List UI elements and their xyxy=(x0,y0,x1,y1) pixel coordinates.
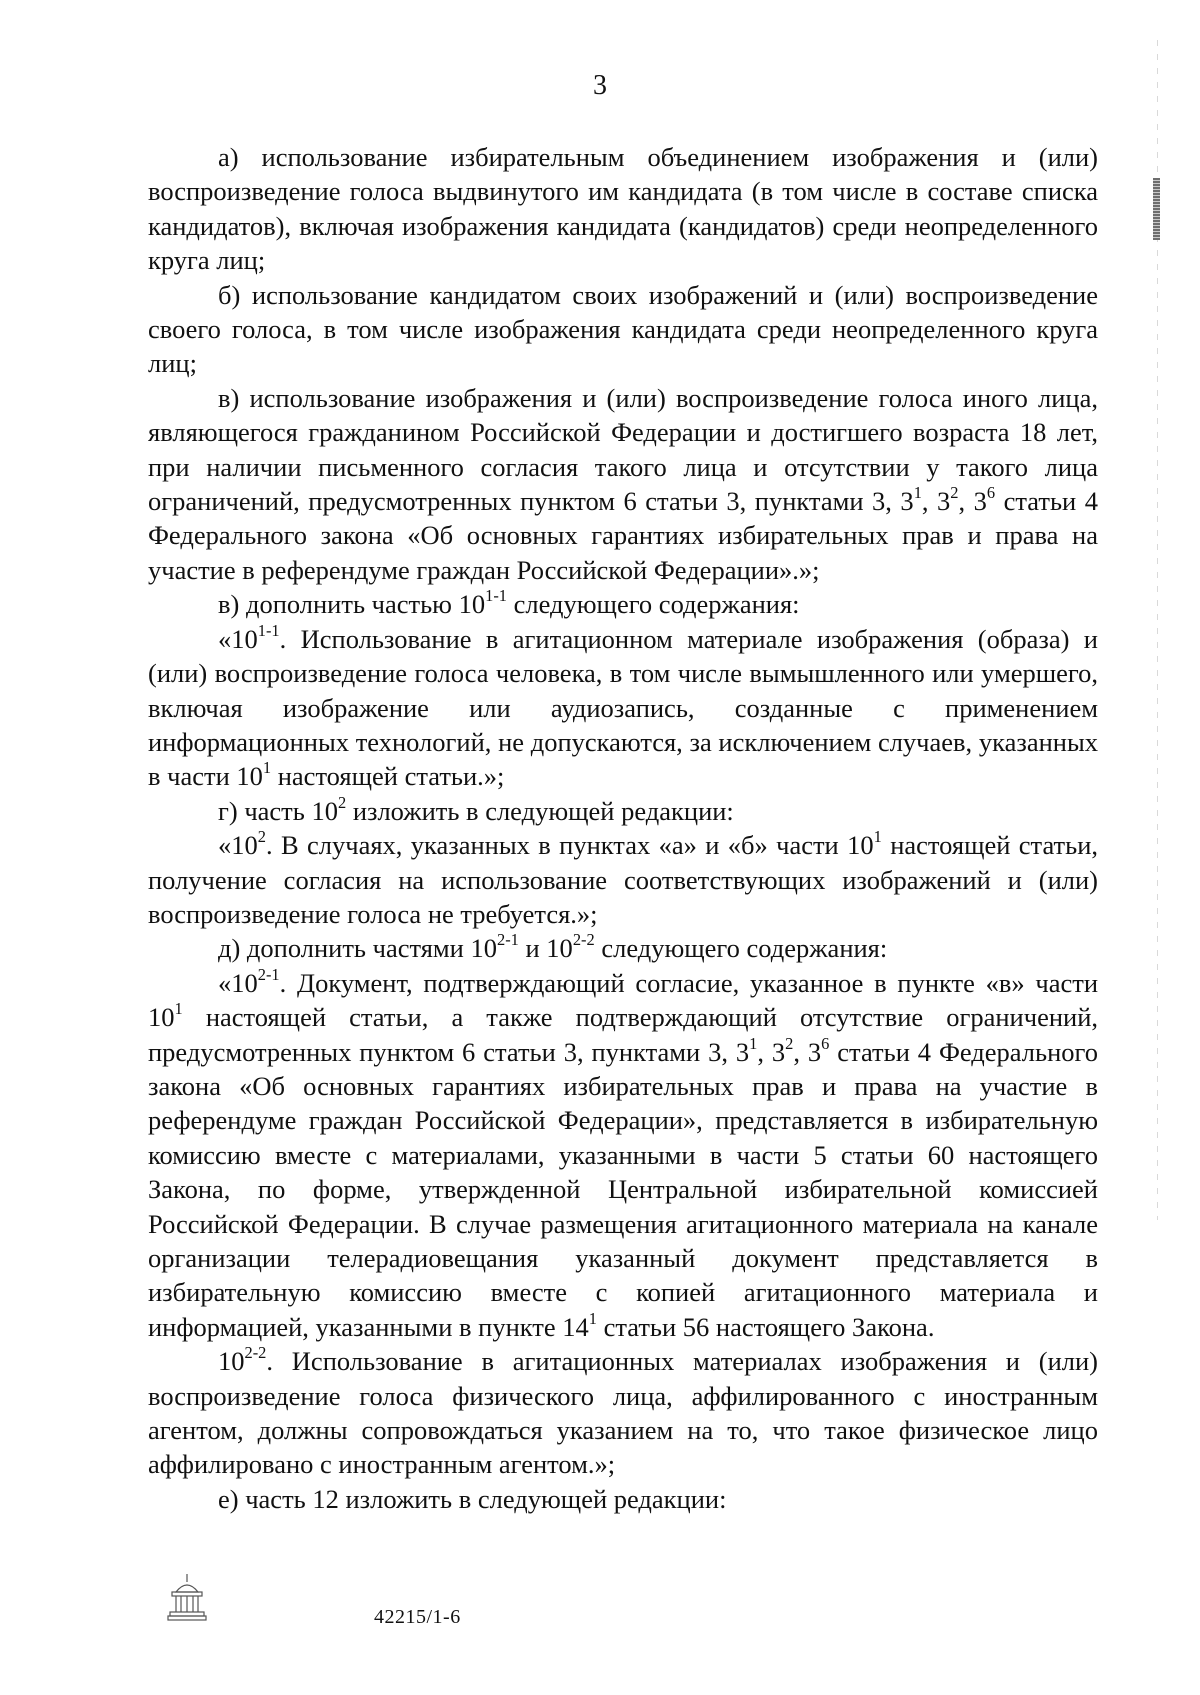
paragraph-e xyxy=(148,1482,1098,1516)
paragraph-b xyxy=(148,278,1098,381)
paragraph-text: настоящей статьи.»; xyxy=(271,761,505,792)
superscript: 2 xyxy=(785,1033,794,1053)
document-code: 42215/1-6 xyxy=(374,1606,461,1628)
paragraph-v-add-10-1-1 xyxy=(148,587,1098,621)
paragraph-10-2 xyxy=(148,828,1098,931)
superscript: 1 xyxy=(174,999,183,1019)
superscript: 1 xyxy=(262,758,272,778)
superscript: 1 xyxy=(588,1308,597,1328)
paragraph-text: статьи 56 настоящего Закона. xyxy=(596,1311,935,1342)
state-duma-emblem-icon xyxy=(166,1572,208,1624)
superscript: 6 xyxy=(986,483,996,503)
paragraph-10-2-1 xyxy=(148,966,1098,1344)
superscript: 1-1 xyxy=(485,586,507,606)
paragraph-text: . В случаях, указанных в пунктах «а» и «б» части 10 xyxy=(265,830,874,861)
paragraph-text: настоящей статьи, а также подтверждающий отсутствие ограничений, предусмотренных пунктом 6 статьи 3, пунктами 3, 3 xyxy=(148,1002,1098,1067)
paragraph-text: следующего содержания: xyxy=(594,933,888,964)
superscript: 1 xyxy=(749,1033,758,1053)
superscript: 1 xyxy=(913,483,922,503)
superscript: 1 xyxy=(873,827,882,847)
superscript: 1-1 xyxy=(257,620,280,640)
scan-barcode-artifact xyxy=(1153,178,1160,240)
paragraph-text: статьи 4 Федерального закона «Об основных гарантиях избирательных прав и права на участие в референдуме граждан Российской Федерации», представляется в избирательную комиссию вместе с материалами, указанными в части 5 статьи 60 настоящего Закона, по форме, утвержденной Центральной избирательной комиссией Российской Федерации. В случае размещения агитационного материала на канале организации телерадиовещания указанный документ представляется в избирательную комиссию вместе с копией агитационного материала и информацией, указанными в пункте 14 xyxy=(148,1036,1098,1342)
paragraph-text: в) использование изображения и (или) воспроизведение голоса иного лица, являющегося гражданином Российской Федерации и достигшего возраста 18 лет, при наличии письменного согласия такого лица и отсутствии у такого лица ограничений, предусмотренных пунктом 6 статьи 3, пунктами 3, 3 xyxy=(148,382,1098,517)
superscript: 2 xyxy=(950,483,959,503)
paragraph-text: г) часть 10 xyxy=(218,795,338,826)
paragraph-10-2-2 xyxy=(148,1344,1098,1482)
paragraph-text: , 3 xyxy=(757,1036,786,1067)
paragraph-text: . Использование в агитационных материалах изображения и (или) воспроизведение голоса физического лица, аффилированного с иностранным агентом, должны сопровождаться указанием на то, что такое физическое лицо аффилировано с иностранным агентом.»; xyxy=(148,1346,1098,1480)
paragraph-text: . Использование в агитационном материале изображения (образа) и (или) воспроизведение голоса человека, в том числе вымышленного или умершего, включая изображение или аудиозапись, созданные с применением информационных технологий, не допускаются, за исключением случаев, указанных в части 10 xyxy=(148,623,1098,792)
paragraph-text: «10 xyxy=(218,967,258,998)
superscript: 2-1 xyxy=(257,964,280,984)
paragraph-a xyxy=(148,140,1098,278)
paragraph-text: , 3 xyxy=(958,486,987,517)
paragraph-text: в) дополнить частью 10 xyxy=(218,589,486,620)
paragraph-text: д) дополнить частями 10 xyxy=(218,933,497,964)
superscript: 2-2 xyxy=(572,930,595,950)
paragraph-text: 10 xyxy=(218,1346,245,1377)
paragraph-10-1-1 xyxy=(148,622,1098,794)
paragraph-v xyxy=(148,381,1098,587)
paragraph-text: следующего содержания: xyxy=(507,589,800,620)
paragraph-text: «10 xyxy=(218,623,258,654)
paragraph-g xyxy=(148,794,1098,828)
paragraph-d xyxy=(148,931,1098,965)
paragraph-text: изложить в следующей редакции: xyxy=(346,795,734,826)
paragraph-text: . Документ, подтверждающий согласие, указанное в пункте «в» части 10 xyxy=(148,967,1098,1033)
superscript: 2 xyxy=(257,827,266,847)
page-number: 3 xyxy=(593,70,607,101)
superscript: 6 xyxy=(821,1033,830,1053)
paragraph-text: и 10 xyxy=(518,933,573,964)
superscript: 2-1 xyxy=(496,930,519,950)
document-body xyxy=(148,140,1098,1516)
paragraph-text: б) использование кандидатом своих изображений и (или) воспроизведение своего голоса, в том числе изображения кандидата среди неопределенного круга лиц; xyxy=(148,279,1098,379)
superscript: 2-2 xyxy=(244,1343,267,1363)
paragraph-text: настоящей статьи, получение согласия на использование соответствующих изображений и (или) воспроизведение голоса не требуется.»; xyxy=(148,830,1099,929)
superscript: 2 xyxy=(337,792,347,812)
paragraph-text: , 3 xyxy=(921,486,951,517)
paragraph-text: , 3 xyxy=(793,1036,822,1067)
paragraph-text: статьи 4 Федерального закона «Об основных гарантиях избирательных прав и права на участие в референдуме граждан Российской Федерации».»; xyxy=(148,486,1098,585)
paragraph-text: «10 xyxy=(218,830,258,861)
paragraph-text: е) часть 12 изложить в следующей редакции: xyxy=(218,1483,727,1514)
paragraph-text: а) использование избирательным объединением изображения и (или) воспроизведение голоса выдвинутого им кандидата (в том числе в составе списка кандидатов), включая изображения кандидата (кандидатов) среди неопределенного круга лиц; xyxy=(148,142,1098,276)
